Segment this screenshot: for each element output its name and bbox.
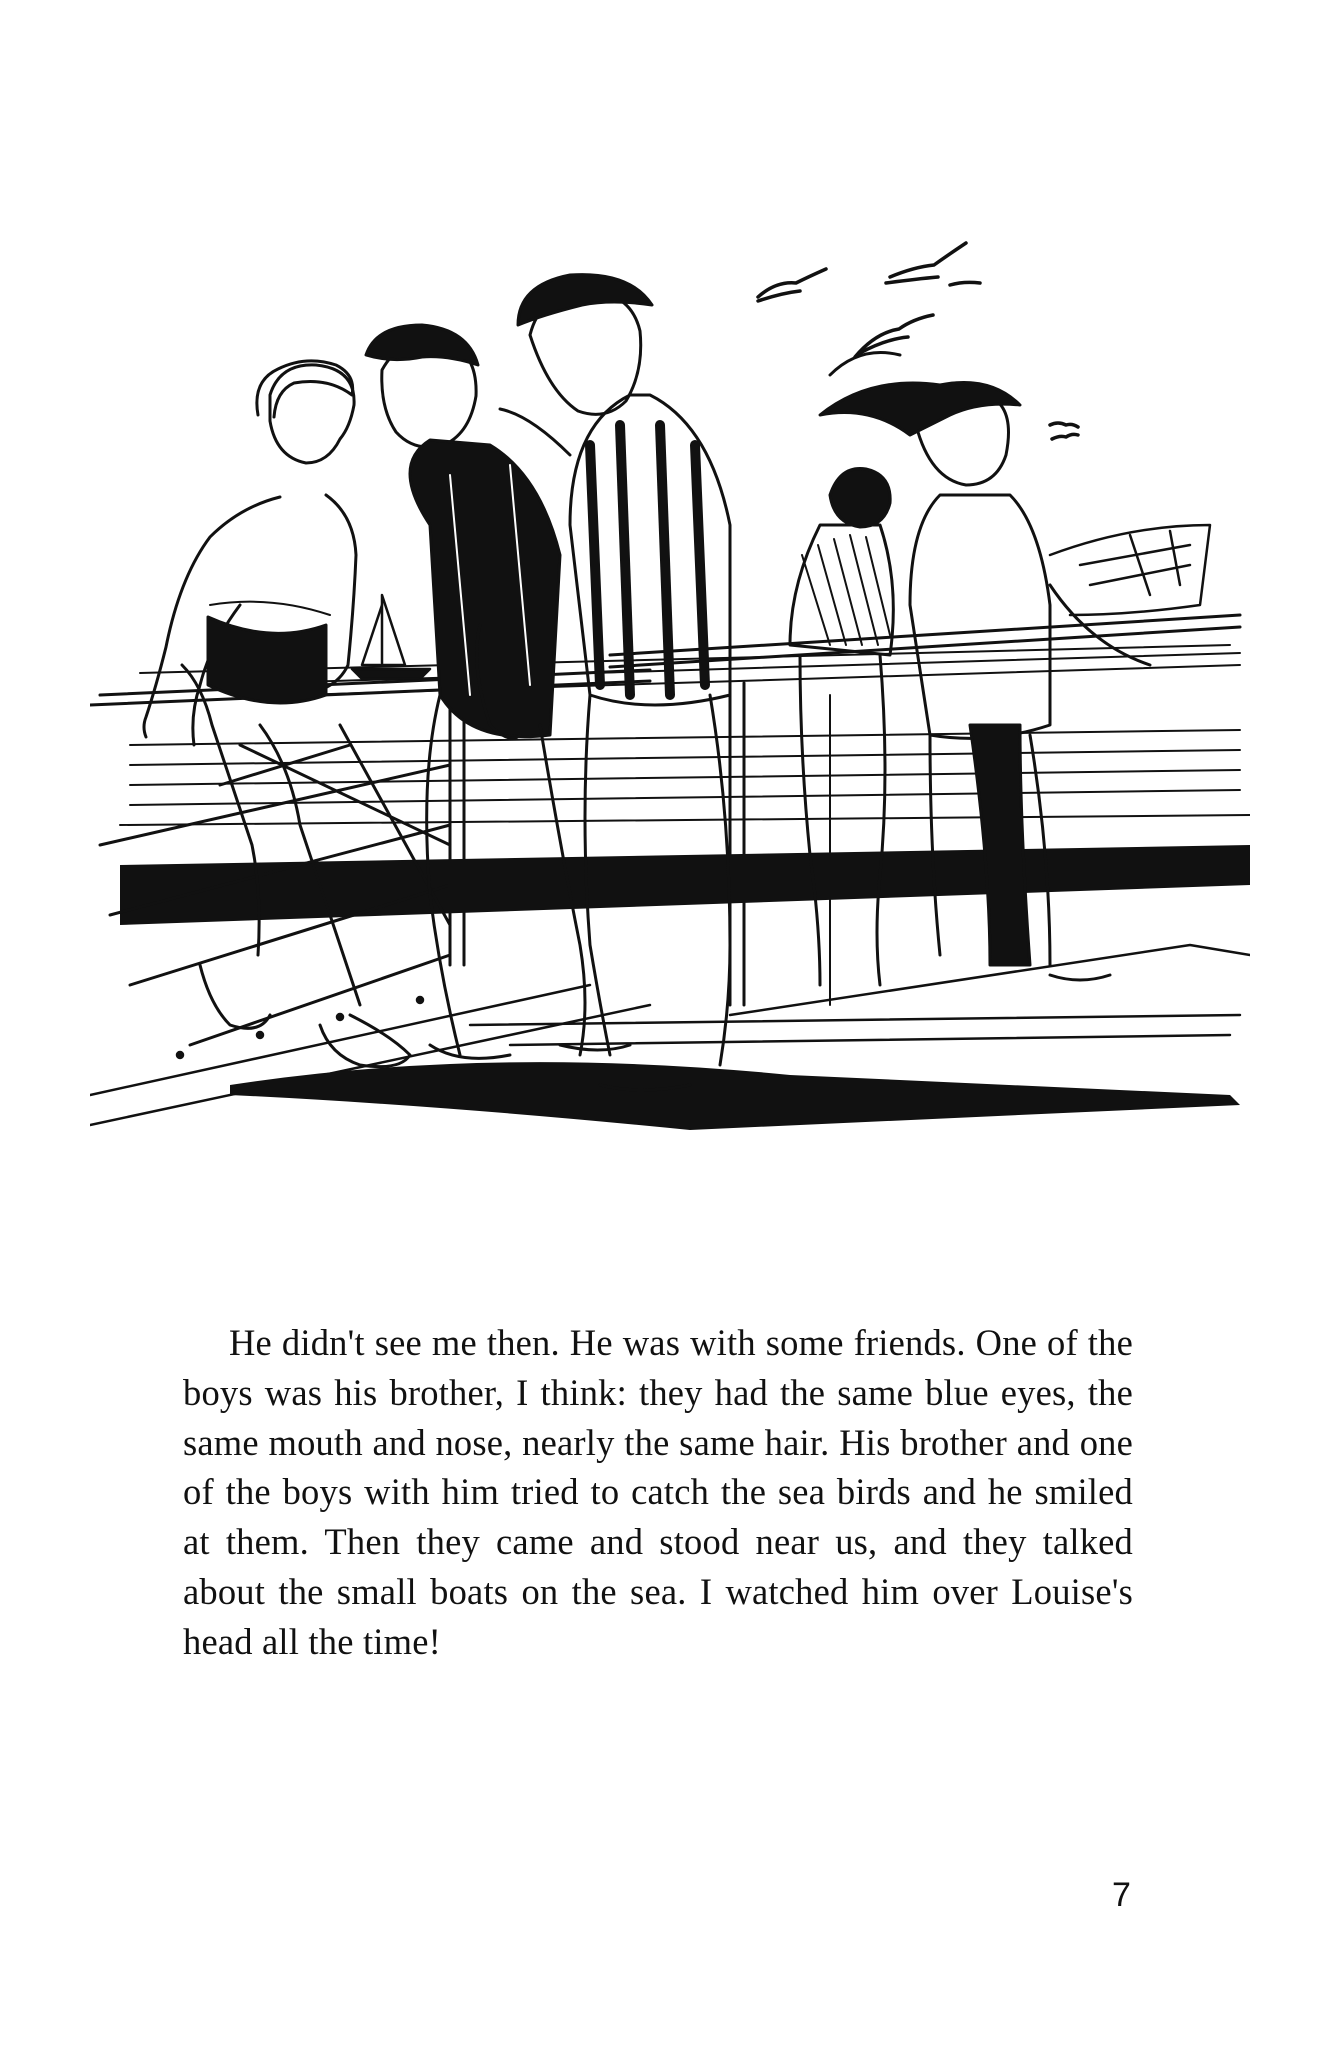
boy-left-drawing <box>144 361 410 1067</box>
story-paragraph: He didn't see me then. He was with some friends. One of the boys was his brother, I think: they had the same blue eyes, the same mouth and nose, nearly the same hair. His brother and one of the boys with him tried to catch the sea birds and he smiled at them. Then they came and stood near us, and they talked about the small boats on the sea. I watched him over Louise's head all the time! <box>183 1322 1133 1662</box>
ferry-deck-illustration <box>90 225 1250 1155</box>
page-number: 7 <box>1112 1876 1131 1914</box>
motorboat-drawing <box>1050 525 1210 615</box>
